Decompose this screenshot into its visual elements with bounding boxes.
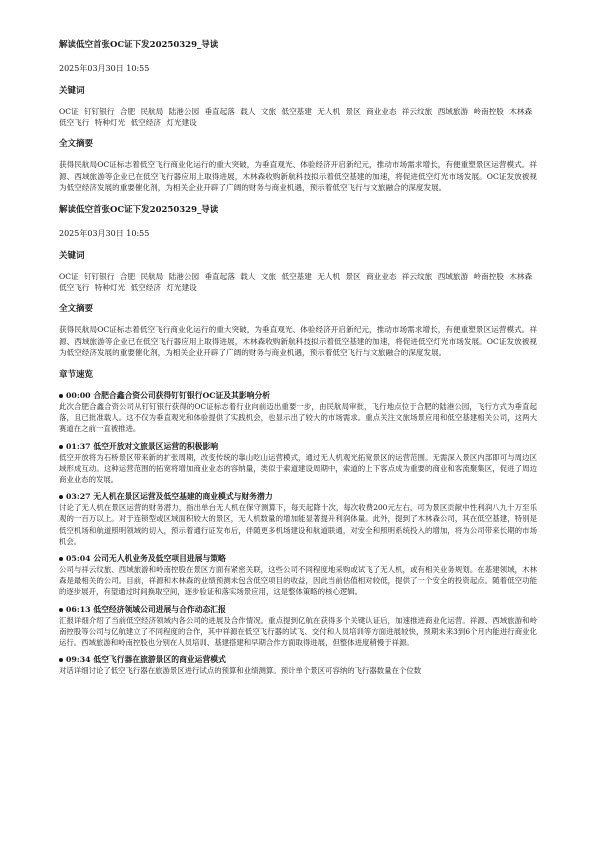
chapter-body: 公司与祥云纹旅、西域旅游和岭南控股在景区方面有紧密关联，这些公司不同程度地采购或试飞了无人机，或有相关业务规划。在基建领域，木林森是最相关的公司。目前，祥源和木林森的业绩预测未包含低空项目的收益，因此当前估值相对较低，提供了一个安全的投资起点。随着低空功能的逐步展开，有望通过时间换取空间，逐步验证和落实场景应用，这是整体策略的核心逻辑。: [59, 565, 537, 597]
bullet-icon: [59, 608, 63, 612]
keywords-list-repeat: [59, 271, 537, 293]
keyword-item: 陆港公园: [168, 107, 200, 116]
chapter-body: 低空开放将为石桥景区带来新的扩张周期，改变传统的靠山吃山运营模式，通过无人机观光拓宽景区的运营范围。无需深入景区内部即可与周边区域形成互动。这种运营范围的拓宽将增加商业业态的容纳量，类似于索道建设周期中，索道的上下客点成为重要的商业和客流聚集区，促进了周边商业业态的发展。: [59, 452, 537, 485]
chapter-title: [59, 553, 537, 564]
chapter-item: [59, 491, 537, 547]
summary-text: 获得民航局OC证标志着低空飞行商业化运行的重大突破，为垂直观光、体验经济开启新纪元，推动市场需求增长，有便重塑景区运营模式。祥源、西域旅游等企业已在低空飞行器应用上取得进展，木林森收购新航科技拟示着低空基建的加速，将促进低空灯光市场发展。OC证发放被视为低空经济发展的重要催化剂，为相关企业开辟了广阔的财务与商业机遇，预示着低空飞行与文旅融合的深度发展。: [59, 160, 537, 192]
keyword-item: 景区: [345, 107, 361, 116]
chapter-title: [59, 491, 537, 502]
chapters-heading: 章节速览: [59, 370, 94, 381]
keyword-item: 钉钉银行: [84, 272, 115, 282]
chapter-body: 汇报详细介绍了当前低空经济领域内各公司的进展及合作情况。重点提到亿航在获得多个关键认证后，加速推进商业化运营。祥源、西域旅游和岭南控股等公司与亿航建立了不同程度的合作，其中祥源在低空飞行器的试飞、交付和人员培训等方面进展较快，预期未来3到6个月内能进行商业化运行。西域旅游和岭南控股也分别在人员培训、基建搭建和早期合作方面取得进展，但整体进度稍慢于祥源。: [59, 615, 537, 648]
document-datetime: 2025年03月30日 10:55: [59, 64, 150, 73]
bullet-icon: [59, 445, 63, 449]
chapter-heading: 低空经济领域公司进展与合作动态汇报: [93, 604, 226, 614]
keywords-heading-repeat: 关键词: [59, 251, 85, 262]
keyword-item: 西域旅游: [437, 272, 469, 282]
keyword-item: 低空基建: [281, 272, 312, 282]
keyword-item: 文旅: [260, 107, 277, 116]
document-content: [59, 40, 537, 682]
chapter-heading: 合肥合鑫合资公司获得钉钉银行OC证及其影响分析: [93, 391, 271, 401]
chapters-list: [59, 390, 537, 676]
keyword-item: 灯光建设: [166, 118, 197, 128]
chapter-title: [59, 604, 537, 615]
keyword-item: 民航局: [140, 272, 164, 282]
chapter-timestamp: 05:04: [66, 554, 91, 564]
keyword-item: 陆港公园: [168, 272, 200, 282]
chapter-heading: 低空飞行器在旅游景区的商业运营模式: [93, 655, 226, 665]
chapter-timestamp: 09:34: [66, 655, 91, 665]
chapter-title: [59, 390, 537, 401]
summary-heading: 全文摘要: [59, 139, 94, 150]
keyword-item: 垂直起落: [204, 107, 235, 116]
chapter-body: 对话详细讨论了低空飞行器在旅游景区进行试点的预算和业绩测算。预计单个景区可容纳的飞行器数量在个位数: [59, 666, 422, 676]
bullet-icon: [59, 394, 63, 398]
keyword-item: 钉钉银行: [84, 107, 115, 116]
keyword-item: 载人: [240, 107, 256, 116]
keywords-heading: 关键词: [59, 86, 85, 96]
chapter-body: 此次合肥合鑫合资公司从钉钉银行获得的OC证标志着行业向前迈出重要一步，由民航局审批，飞行地点位于合肥的陆港公园，飞行方式为垂直起落，且已批准载人。这不仅为垂直观光和体验提供了实践机会，也显示出了较大的市场需求。重点关注文旅场景应用和低空基建相关公司，这两大赛道在之前一直被推进。: [59, 402, 537, 434]
keyword-item: 低空基建: [281, 107, 312, 116]
keyword-item: 文旅: [260, 272, 277, 282]
keyword-item: 无人机: [317, 107, 341, 116]
document-title-repeat: 解读低空首张OC证下发20250329_导读: [59, 205, 219, 216]
keyword-item: 祥云纹旅: [401, 107, 433, 116]
document-title: 解读低空首张OC证下发20250329_导读: [59, 40, 219, 50]
chapter-heading: 公司无人机业务及低空项目进展与策略: [93, 554, 226, 564]
keyword-item: 景区: [345, 272, 361, 282]
summary-heading-repeat: 全文摘要: [59, 304, 94, 315]
keyword-item: 垂直起落: [204, 272, 235, 282]
keyword-item: 载人: [240, 272, 256, 282]
bullet-icon: [59, 495, 63, 499]
chapter-timestamp: 03:27: [66, 492, 91, 502]
keywords-list: [59, 106, 537, 128]
keyword-item: OC证: [59, 272, 79, 282]
keyword-item: 岭南控股: [473, 272, 504, 282]
keyword-item: 特种灯光: [94, 283, 126, 293]
keyword-item: OC证: [59, 107, 79, 116]
keyword-item: 岭南控股: [473, 107, 504, 116]
keyword-item: 祥云纹旅: [401, 272, 433, 282]
keyword-item: 低空飞行: [59, 283, 90, 293]
chapter-item: [59, 654, 537, 676]
keyword-item: 灯光建设: [166, 283, 197, 293]
keyword-item: 低空飞行: [59, 118, 90, 128]
keyword-item: 木林森: [509, 107, 533, 116]
chapter-heading: 无人机在景区运营及低空基建的商业模式与财务潜力: [93, 492, 273, 502]
document-datetime-repeat: 2025年03月30日 10:55: [59, 229, 150, 239]
chapter-item: [59, 604, 537, 649]
keyword-item: 商业业态: [366, 272, 397, 282]
summary-text-repeat: 获得民航局OC证标志着低空飞行商业化运行的重大突破，为垂直观光、体验经济开启新纪元，推动市场需求增长，有便重塑景区运营模式。祥源、西域旅游等企业已在低空飞行器应用上取得进展，木林森收购新航科技拟示着低空基建的加速，将促进低空灯光市场发展。OC证发放被视为低空经济发展的重要催化剂，为相关企业开辟了广阔的财务与商业机遇，预示着低空飞行与文旅融合的深度发展。: [59, 325, 537, 357]
chapter-timestamp: 00:00: [66, 391, 91, 401]
keyword-item: 合肥: [119, 272, 136, 282]
chapter-item: [59, 553, 537, 598]
chapter-timestamp: 01:37: [66, 441, 91, 451]
bullet-icon: [59, 557, 63, 561]
keyword-item: 商业业态: [366, 107, 397, 116]
keyword-item: 西域旅游: [437, 107, 469, 116]
keyword-item: 低空经济: [130, 283, 161, 293]
keyword-item: 无人机: [317, 272, 341, 282]
chapter-heading: 低空开放对文旅景区运营的积极影响: [93, 441, 219, 451]
keyword-item: 低空经济: [130, 118, 161, 128]
keyword-item: 民航局: [140, 107, 164, 116]
chapter-item: [59, 441, 537, 486]
keyword-item: 木林森: [509, 272, 533, 282]
bullet-icon: [59, 658, 63, 662]
chapter-title: [59, 654, 537, 665]
chapter-item: [59, 390, 537, 435]
keyword-item: 合肥: [119, 107, 136, 116]
chapter-body: 讨论了无人机在景区运营的财务潜力，指出单台无人机在保守测算下，每天起降十次，每次收费200元左右，可为景区贡献中性利润八九十万至乐观的一百万以上。对于连锁型或区域面积较大的景区，无人机数量的增加能显著提升利润体量。此外，提到了木林森公司，其在低空基建，特别是低空机场和航道照明领域的切入，预示着通行证发布后，伴随更多机场建设和航道联通，对安全和照明系统投入的增加，将为公司带来长期的市场机会。: [59, 503, 537, 546]
chapter-timestamp: 06:13: [66, 604, 91, 614]
keyword-item: 特种灯光: [94, 118, 126, 128]
chapter-title: [59, 441, 537, 452]
